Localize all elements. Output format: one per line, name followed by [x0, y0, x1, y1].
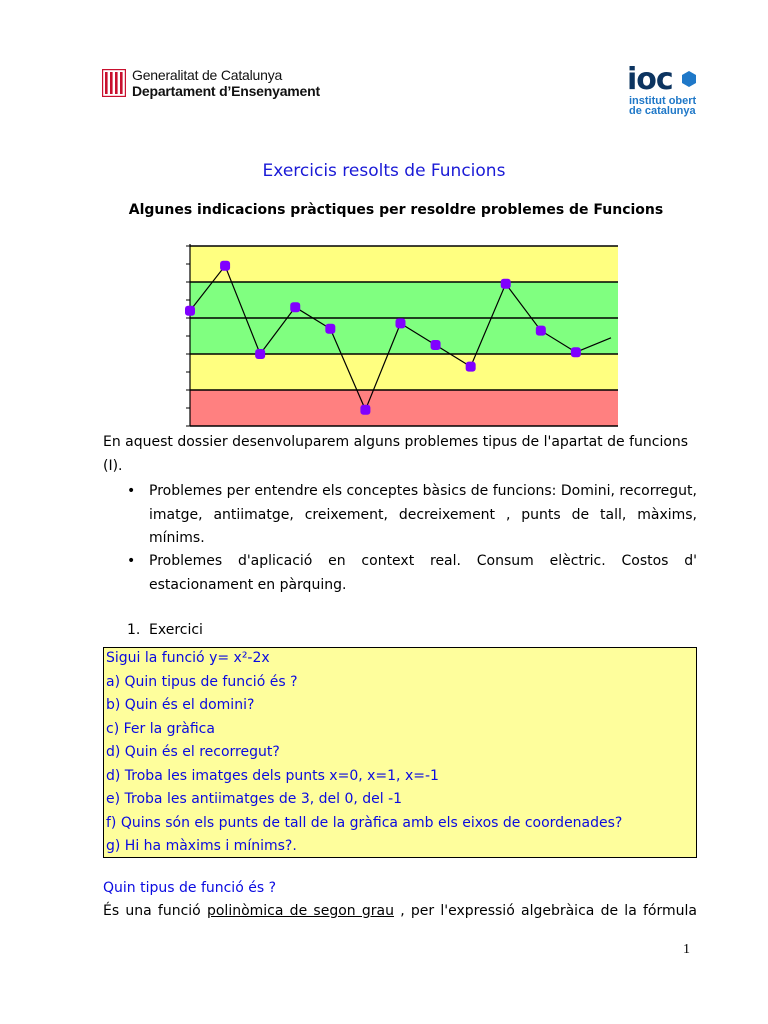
- document-title: Exercicis resolts de Funcions: [262, 161, 506, 181]
- bullet-item: [127, 550, 697, 600]
- exercise-line: Sigui la funció y= x²-2x: [106, 650, 270, 666]
- answer-paragraph: [103, 903, 697, 919]
- ioc-wordmark: ioc: [627, 62, 673, 97]
- exercise-line: g) Hi ha màxims i mínims?.: [106, 838, 297, 854]
- chart-band: [190, 246, 618, 282]
- generalitat-name: Generalitat de Catalunya: [132, 67, 283, 83]
- bullet-item: [127, 480, 697, 552]
- department-name: Departament d’Ensenyament: [132, 83, 320, 99]
- intro-paragraph: En aquest dossier desenvoluparem alguns problemes tipus de l'apartat de funcions (I).: [103, 434, 689, 474]
- generalitat-emblem-icon: [102, 69, 126, 97]
- ioc-hexagon-icon: [682, 71, 696, 87]
- chart-point: [431, 340, 441, 350]
- answer-text-start: És una funció: [103, 903, 207, 919]
- chart-point: [360, 405, 370, 415]
- exercise-label: Exercici: [149, 622, 203, 638]
- exercise-line: d) Troba les imatges dels punts x=0, x=1, x=-1: [106, 767, 439, 784]
- bullet-marker: •: [127, 553, 136, 569]
- chart-point: [501, 279, 511, 289]
- chart-point: [571, 347, 581, 357]
- bullet-text: Problemes per entendre els conceptes bàsics de funcions: Domini, recorregut, imatge, antiimatge, creixement, decreixement , punts de tall, màxims, mínims.: [149, 483, 697, 546]
- exercise-number: 1.: [127, 622, 141, 638]
- chart-band: [190, 390, 618, 426]
- chart-point: [255, 349, 265, 359]
- bullet-marker: •: [127, 483, 136, 499]
- generalitat-logo: [102, 67, 332, 101]
- chart-point: [325, 324, 335, 334]
- chart-point: [466, 362, 476, 372]
- document-subtitle: Algunes indicacions pràctiques per resoldre problemes de Funcions: [128, 202, 664, 218]
- answer-text-end: , per l'expressió algebràica de la fórmula: [393, 903, 697, 919]
- exercise-line: b) Quin és el domini?: [106, 697, 255, 713]
- ioc-subtitle-line1: institut obert: [629, 95, 697, 107]
- ioc-logo: [627, 62, 707, 120]
- exercise-statement-box: [103, 647, 697, 858]
- exercise-line: e) Troba les antiimatges de 3, del 0, del -1: [106, 791, 403, 807]
- illustrative-line-chart: [180, 240, 620, 430]
- ioc-subtitle-line2: de catalunya: [629, 105, 696, 117]
- chart-point: [185, 306, 195, 316]
- exercise-line: a) Quin tipus de funció és ?: [106, 673, 298, 690]
- answer-underlined-term: polinòmica de segon grau: [206, 903, 394, 919]
- chart-point: [395, 318, 405, 328]
- bullet-text: Problemes d'aplicació en context real. Consum elèctric. Costos d' estacionament en pàrquing.: [149, 553, 697, 593]
- answer-question-heading: Quin tipus de funció és ?: [103, 880, 277, 896]
- exercise-line: c) Fer la gràfica: [106, 720, 215, 737]
- chart-point: [536, 326, 546, 336]
- exercise-line: d) Quin és el recorregut?: [106, 744, 280, 760]
- chart-band: [190, 354, 618, 390]
- exercise-line: f) Quins són els punts de tall de la gràfica amb els eixos de coordenades?: [106, 814, 623, 831]
- chart-point: [290, 302, 300, 312]
- chart-point: [220, 261, 230, 271]
- page-number: 1: [683, 942, 690, 957]
